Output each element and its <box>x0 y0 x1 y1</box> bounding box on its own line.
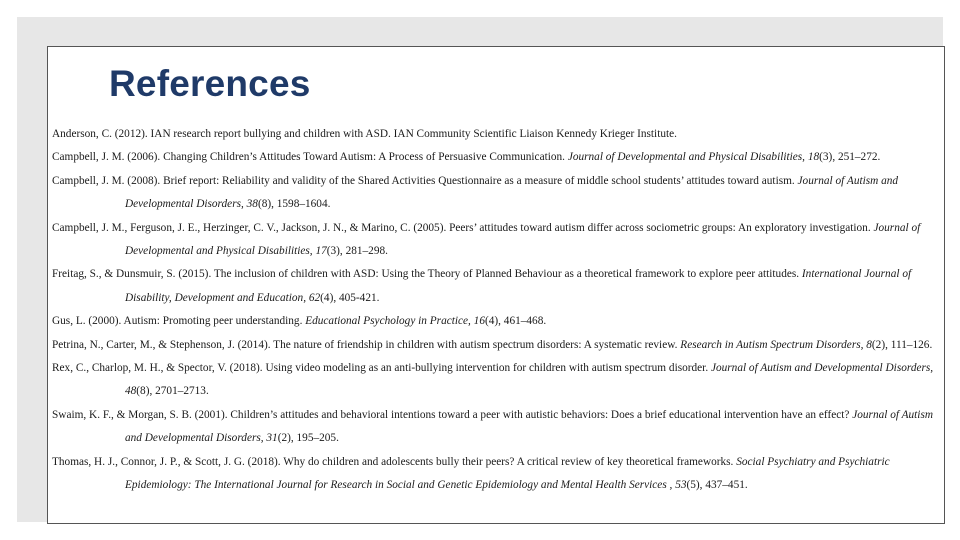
page-title: References <box>109 63 311 104</box>
reference-list <box>52 123 942 498</box>
reference-item-swaim-2001: Swaim, K. F., & Morgan, S. B. (2001). Children’s attitudes and behavioral intentions toward a peer with autistic behaviors: Does a brief educational intervention have an effect? Journal of Autism and Developmental Disorders, 31(2), 195–205. <box>52 408 934 445</box>
reference-item-gus-2000: Gus, L. (2000). Autism: Promoting peer understanding. Educational Psychology in Practice, 16(4), 461–468. <box>52 315 547 328</box>
reference-item-campbell-2005: Campbell, J. M., Ferguson, J. E., Herzinger, C. V., Jackson, J. N., & Marino, C. (2005). Peers’ attitudes toward autism differ across sociometric groups: An exploratory investigation. Journal of Developmental and Physical Disabilities, 17(3), 281–298. <box>52 221 921 258</box>
reference-item-rex-2018: Rex, C., Charlop, M. H., & Spector, V. (2018). Using video modeling as an anti-bullying intervention for children with autism spectrum disorder. Journal of Autism and Developmental Disorders, 48(8), 2701–2713. <box>52 362 934 398</box>
reference-item-freitag-2015: Freitag, S., & Dunsmuir, S. (2015). The inclusion of children with ASD: Using the Theory of Planned Behaviour as a theoretical framework to explore peer attitudes. International Journal of Disability, Development and Education, 62(4), 405-421. <box>52 268 912 304</box>
reference-item-thomas-2018: Thomas, H. J., Connor, J. P., & Scott, J. G. (2018). Why do children and adolescents bully their peers? A critical review of key theoretical frameworks. Social Psychiatry and Psychiatric Epidemiology: The International Journal for Research in Social and Genetic Epidemiology and Mental Health Services , 53(5), 437–451. <box>52 455 890 492</box>
reference-item-campbell-2008: Campbell, J. M. (2008). Brief report: Reliability and validity of the Shared Activities Questionnaire as a measure of middle school students’ attitudes toward autism. Journal of Autism and Developmental Disorders, 38(8), 1598–1604. <box>52 174 899 211</box>
reference-item-petrina-2014: Petrina, N., Carter, M., & Stephenson, J. (2014). The nature of friendship in children with autism spectrum disorders: A systematic review. Research in Autism Spectrum Disorders, 8(2), 111–126. <box>52 338 933 351</box>
reference-item-anderson-2012: Anderson, C. (2012). IAN research report bullying and children with ASD. IAN Community Scientific Liaison Kennedy Krieger Institute. <box>52 128 677 140</box>
slide-frame <box>17 17 943 522</box>
content-box <box>47 46 945 524</box>
reference-item-campbell-2006: Campbell, J. M. (2006). Changing Children’s Attitudes Toward Autism: A Process of Persuasive Communication. Journal of Developmental and Physical Disabilities, 18(3), 251–272. <box>52 151 881 164</box>
